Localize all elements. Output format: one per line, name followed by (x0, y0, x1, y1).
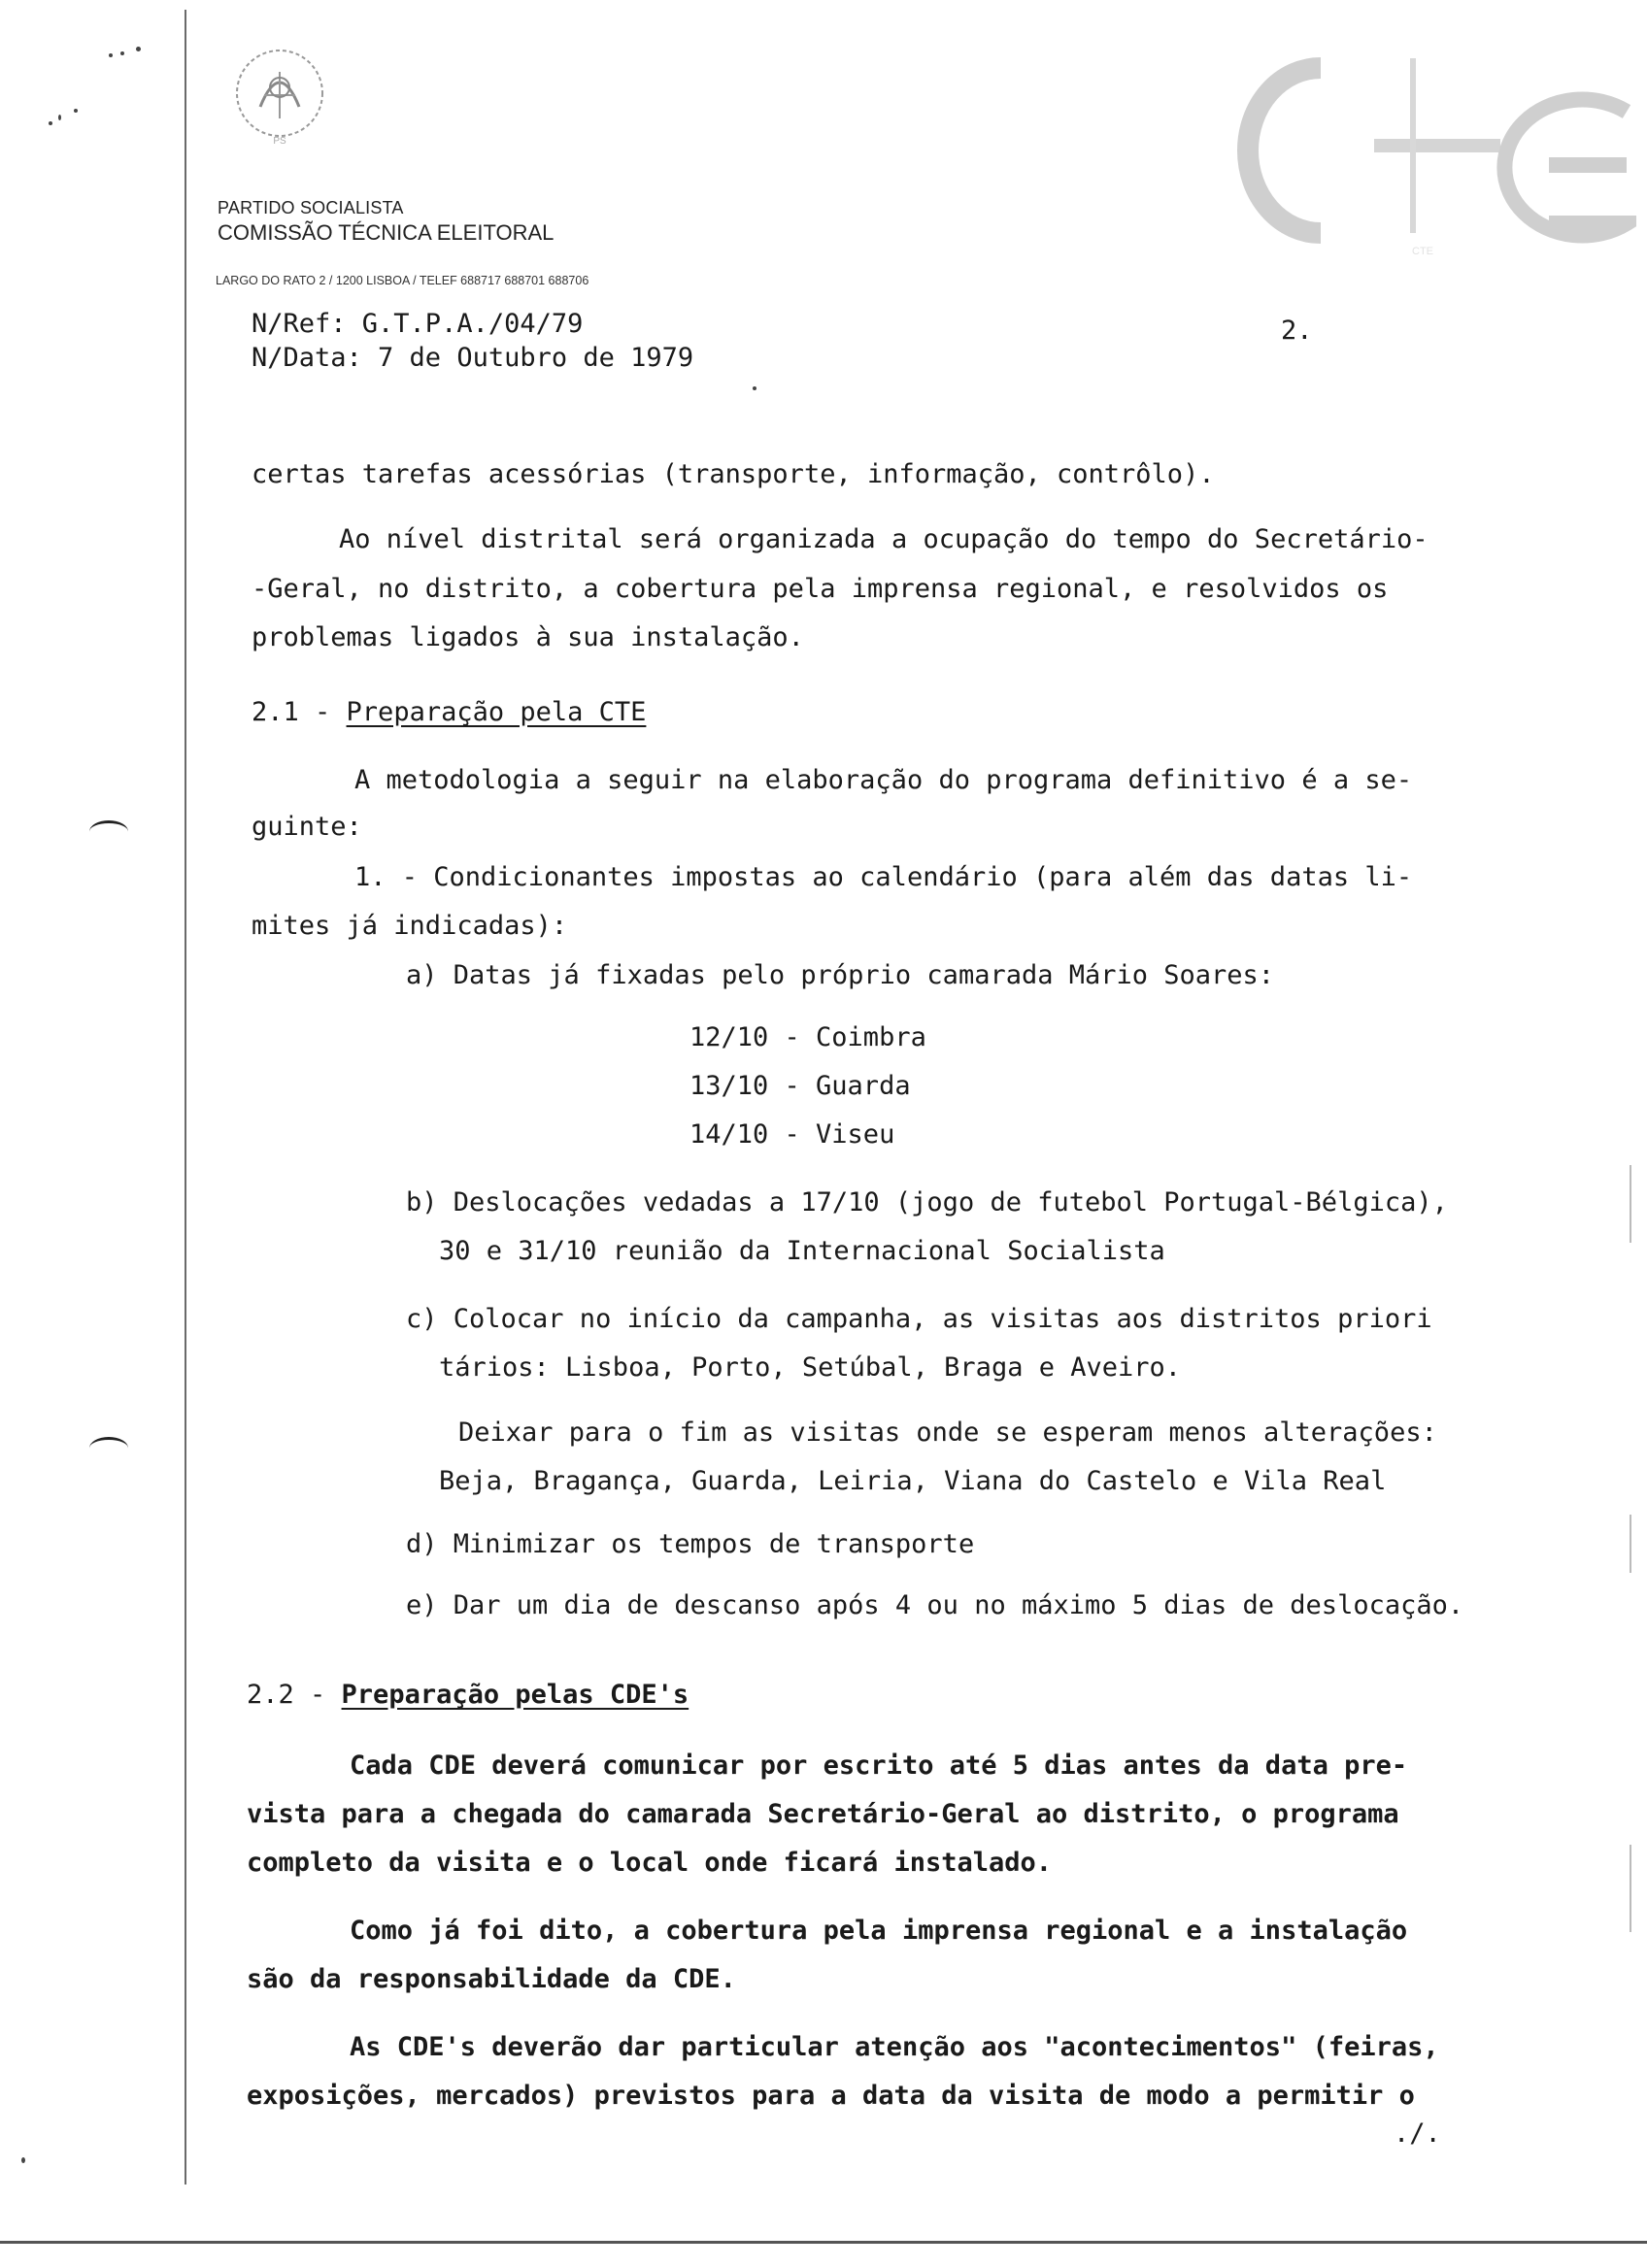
cte-logo (1209, 39, 1636, 262)
paragraph-line: guinte: (252, 812, 362, 842)
paragraph-line: A metodologia a seguir na elaboração do programa definitivo é a se- (354, 765, 1413, 795)
svg-text:CTE: CTE (1412, 246, 1433, 257)
item-c-cont: tários: Lisboa, Porto, Setúbal, Braga e Aveiro. (439, 1352, 1182, 1383)
paragraph-line: -Geral, no distrito, a cobertura pela imprensa regional, e resolvidos os (252, 574, 1389, 604)
section-heading-2-2: 2.2 - Preparação pelas CDE's (247, 1680, 689, 1710)
section-heading-2-1: 2.1 - Preparação pela CTE (252, 697, 647, 727)
paragraph-line: exposições, mercados) previstos para a data da visita de modo a permitir o (247, 2081, 1415, 2111)
paragraph-line: vista para a chegada do camarada Secretário-Geral ao distrito, o programa (247, 1799, 1399, 1829)
item-c-note-cont: Beja, Bragança, Guarda, Leiria, Viana do Castelo e Vila Real (439, 1466, 1387, 1496)
list-item-1-cont: mites já indicadas): (252, 911, 568, 941)
date-entry: 13/10 - Guarda (689, 1071, 911, 1101)
item-c-note: Deixar para o fim as visitas onde se esperam menos alterações: (458, 1418, 1437, 1448)
item-e: e) Dar um dia de descanso após 4 ou no máximo 5 dias de deslocação. (406, 1590, 1464, 1620)
letterhead (218, 198, 554, 246)
date-entry: 14/10 - Viseu (689, 1119, 895, 1150)
paragraph-line: são da responsabilidade da CDE. (247, 1964, 736, 1994)
paragraph-line: As CDE's deverão dar particular atenção aos "acontecimentos" (feiras, (350, 2032, 1439, 2062)
reference-line: N/Ref: G.T.P.A./04/79 (252, 309, 584, 339)
list-item-1: 1. - Condicionantes impostas ao calendário (para além das datas li- (354, 862, 1413, 892)
paragraph-line: Como já foi dito, a cobertura pela imprensa regional e a instalação (350, 1916, 1408, 1946)
party-seal-logo (225, 39, 334, 148)
date-entry: 12/10 - Coimbra (689, 1022, 926, 1052)
item-d: d) Minimizar os tempos de transporte (406, 1529, 975, 1559)
commission-name: COMISSÃO TÉCNICA ELEITORAL (218, 220, 555, 245)
page-number: 2. (1281, 316, 1313, 346)
item-b: b) Deslocações vedadas a 17/10 (jogo de futebol Portugal-Bélgica), (406, 1187, 1448, 1217)
punch-hole-mark (89, 820, 128, 843)
letterhead-address: LARGO DO RATO 2 / 1200 LISBOA / TELEF 688717 688701 688706 (216, 274, 589, 287)
item-b-cont: 30 e 31/10 reunião da Internacional Socialista (439, 1236, 1165, 1266)
organization-name: PARTIDO SOCIALISTA (218, 198, 404, 217)
left-margin-line (185, 10, 186, 2185)
date-line: N/Data: 7 de Outubro de 1979 (252, 343, 694, 373)
paragraph-line: certas tarefas acessórias (transporte, informação, contrôlo). (252, 459, 1215, 489)
item-a: a) Datas já fixadas pelo próprio camarada Mário Soares: (406, 960, 1275, 990)
paragraph-line: problemas ligados à sua instalação. (252, 622, 804, 652)
svg-text:PS: PS (273, 136, 286, 147)
bottom-edge-line (0, 2241, 1647, 2244)
punch-hole-mark (89, 1437, 128, 1459)
item-c: c) Colocar no início da campanha, as visitas aos distritos priori (406, 1304, 1432, 1334)
continuation-mark: ./. (1394, 2118, 1441, 2149)
scan-artifact (1630, 1515, 1631, 1573)
paragraph-line: completo da visita e o local onde ficará instalado. (247, 1848, 1053, 1878)
scan-artifact (1630, 1845, 1631, 1932)
paragraph-line: Ao nível distrital será organizada a ocupação do tempo do Secretário- (339, 524, 1429, 554)
scan-artifact (1630, 1165, 1631, 1243)
paragraph-line: Cada CDE deverá comunicar por escrito até 5 dias antes da data pre- (350, 1751, 1408, 1781)
